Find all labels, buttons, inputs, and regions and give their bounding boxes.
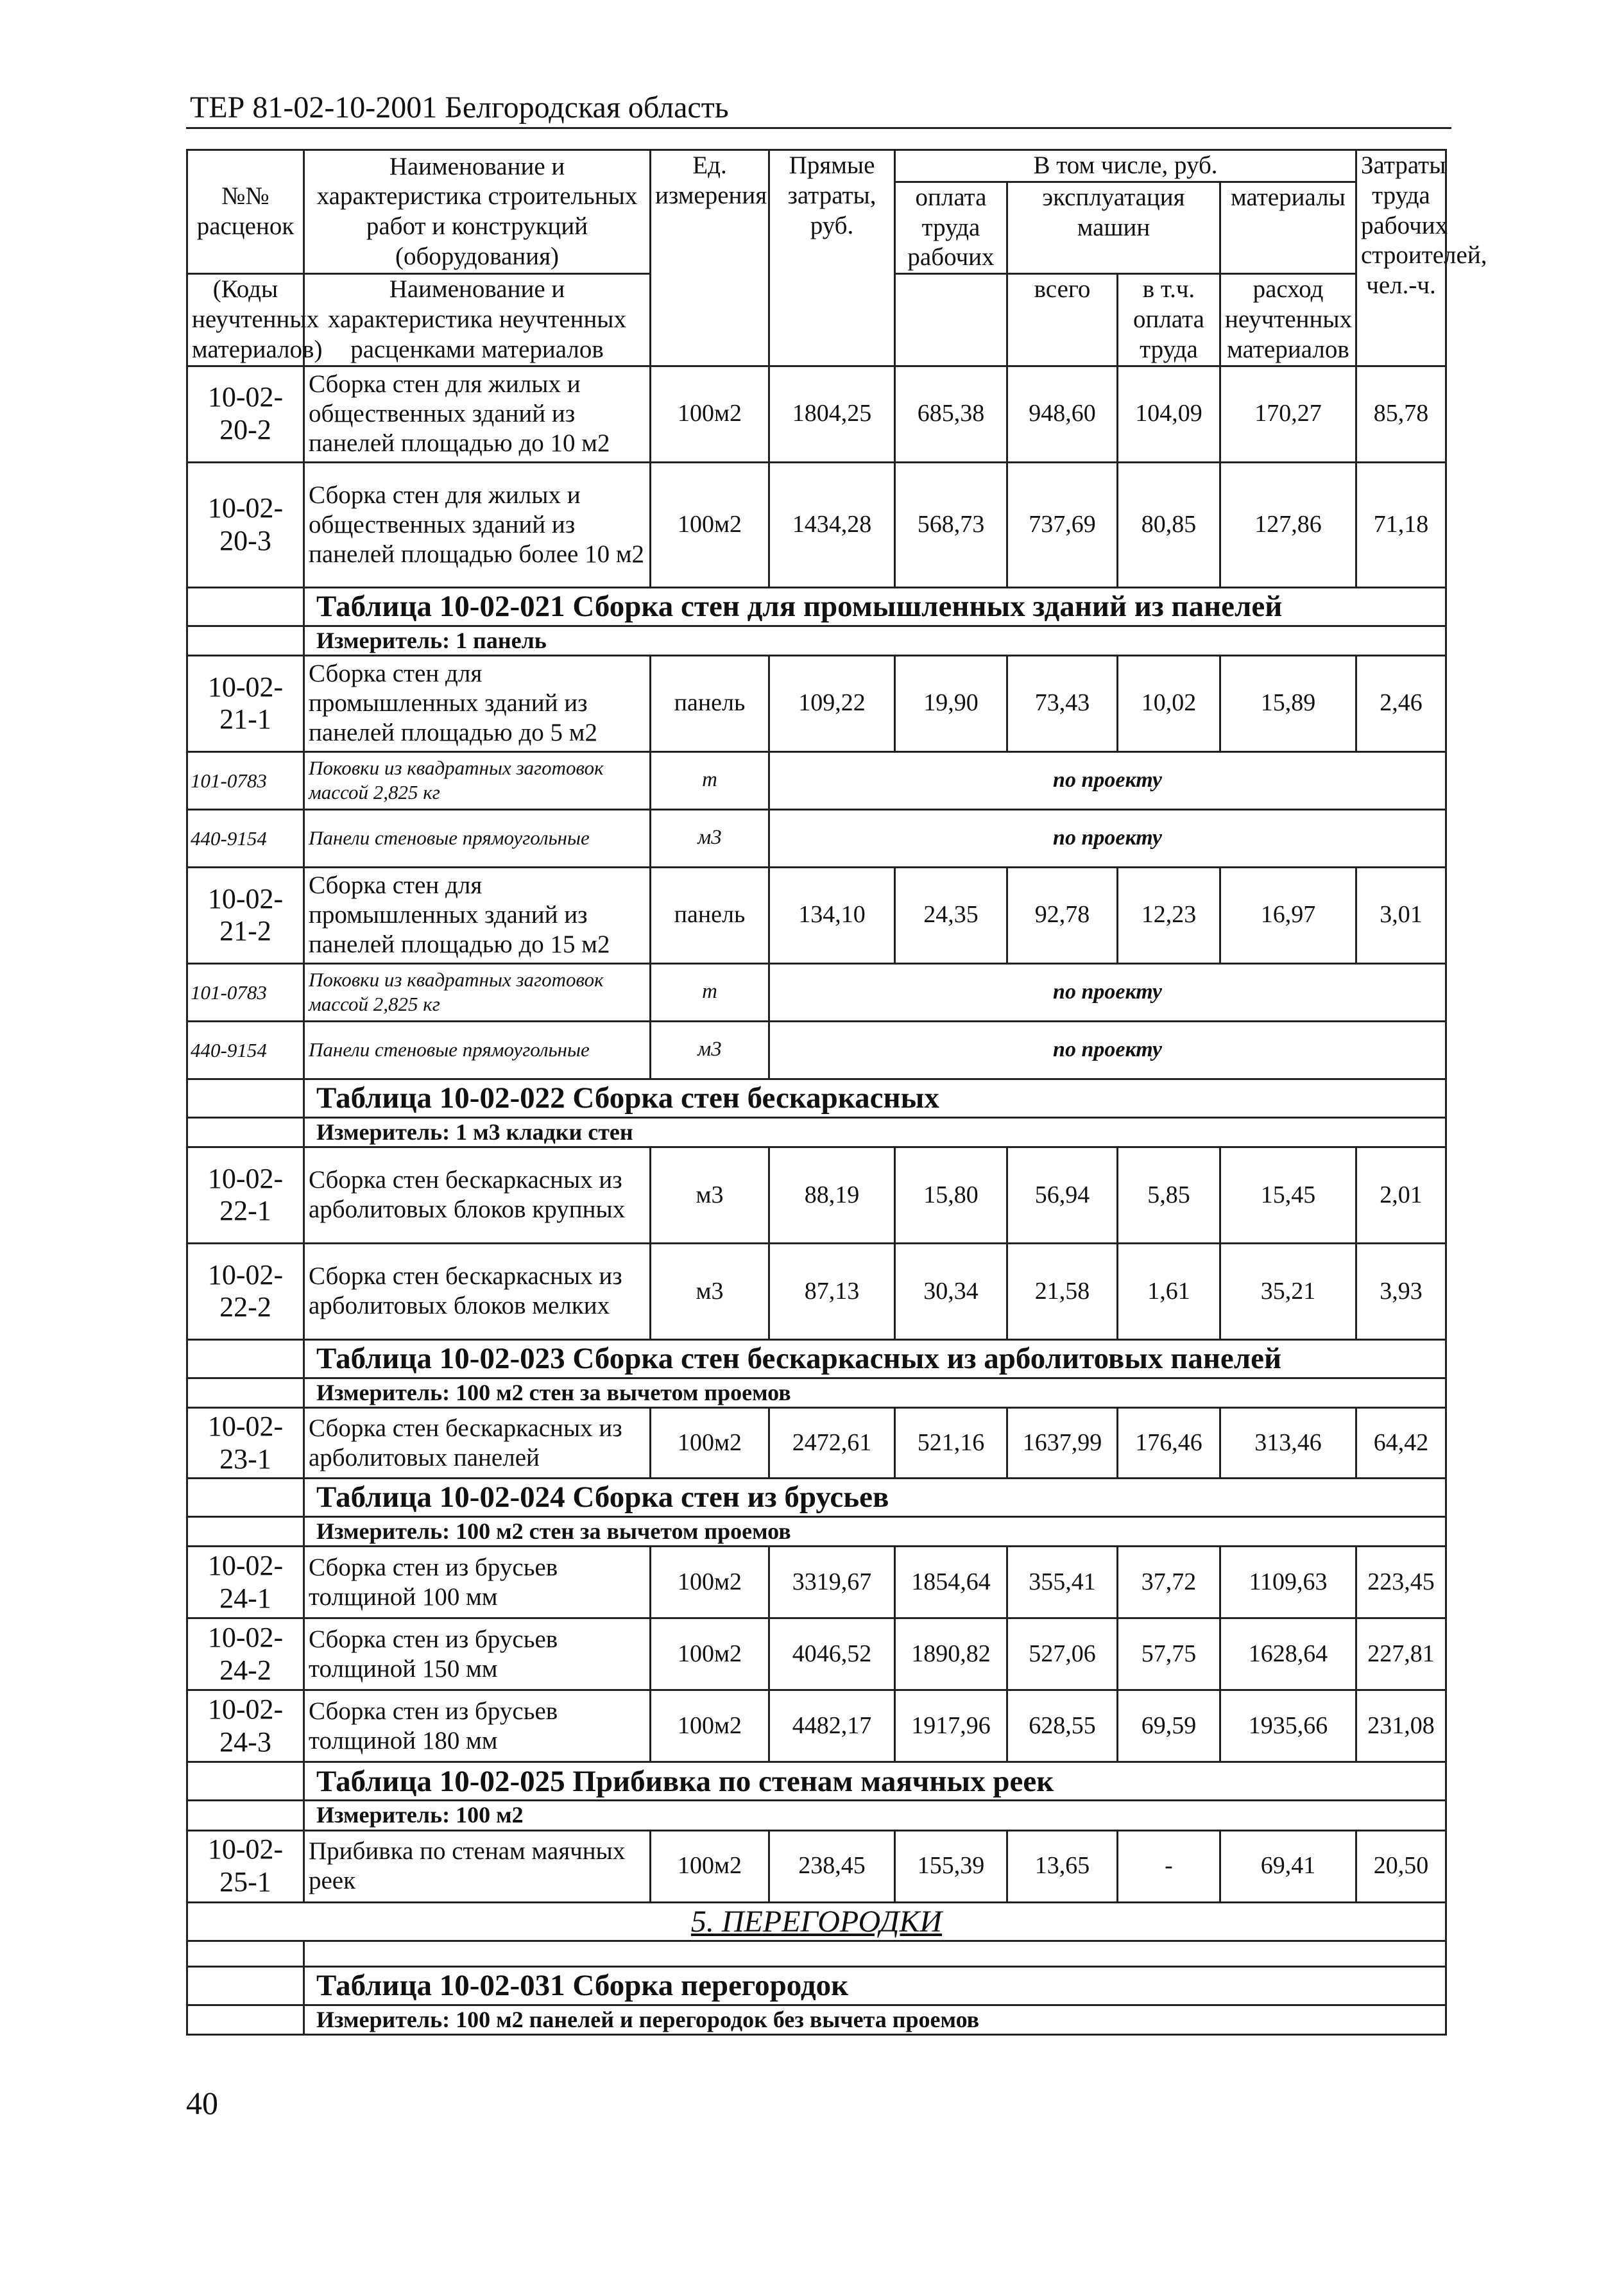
table-row [187, 1830, 1446, 1902]
rate-unit: панель [651, 867, 769, 963]
header-machines-total: всего [1007, 274, 1118, 366]
material-code: 101-0783 [187, 963, 304, 1021]
rate-machines: 56,94 [1007, 1147, 1118, 1243]
material-unit: м3 [651, 1021, 769, 1079]
blank-cell [187, 1941, 304, 1967]
header-unit: Ед. измерения [651, 150, 769, 366]
meter-022: Измеритель: 1 м3 кладки стен [304, 1117, 1446, 1147]
material-note: по проекту [769, 963, 1446, 1021]
rate-labor-pay: 24,35 [895, 867, 1007, 963]
rate-machines-pay: 57,75 [1118, 1618, 1220, 1690]
rate-machines: 1637,99 [1007, 1408, 1118, 1479]
rate-machines-pay: 176,46 [1118, 1408, 1220, 1479]
rate-labor-pay: 1917,96 [895, 1690, 1007, 1762]
header-labor-pay-blank [895, 274, 1007, 366]
blank-cell [187, 587, 304, 626]
rate-unit: 100м2 [651, 1618, 769, 1690]
blank-cell [187, 1117, 304, 1147]
rate-machines-pay: 104,09 [1118, 366, 1220, 462]
rate-code: 10-02-25-1 [187, 1830, 304, 1902]
rate-code: 10-02-24-3 [187, 1690, 304, 1762]
rate-materials: 69,41 [1220, 1830, 1356, 1902]
material-row [187, 963, 1446, 1021]
rate-machines: 73,43 [1007, 655, 1118, 751]
rate-labor-pay: 1854,64 [895, 1547, 1007, 1618]
material-row [187, 1021, 1446, 1079]
material-unit: т [651, 751, 769, 809]
rate-machines-pay: 1,61 [1118, 1243, 1220, 1339]
table-title-025: Таблица 10-02-025 Прибивка по стенам маячных реек [304, 1762, 1446, 1801]
rate-labor-pay: 568,73 [895, 462, 1007, 587]
rate-direct: 4046,52 [769, 1618, 895, 1690]
table-row [187, 1690, 1446, 1762]
header-materials: материалы [1220, 182, 1356, 273]
rate-labor-pay: 685,38 [895, 366, 1007, 462]
rate-unit: м3 [651, 1147, 769, 1243]
table-row [187, 462, 1446, 587]
rate-machines-pay: 69,59 [1118, 1690, 1220, 1762]
rate-name: Прибивка по стенам маячных реек [304, 1830, 651, 1902]
meter-023: Измеритель: 100 м2 стен за вычетом проемов [304, 1378, 1446, 1407]
blank-cell [304, 1941, 1446, 1967]
rate-direct: 109,22 [769, 655, 895, 751]
rate-name: Сборка стен бескаркасных из арболитовых блоков мелких [304, 1243, 651, 1339]
rate-name: Сборка стен бескаркасных из арболитовых блоков крупных [304, 1147, 651, 1243]
rate-materials: 1935,66 [1220, 1690, 1356, 1762]
material-code: 101-0783 [187, 751, 304, 809]
rate-unit: 100м2 [651, 1830, 769, 1902]
rate-labor: 3,93 [1356, 1243, 1446, 1339]
table-title-022: Таблица 10-02-022 Сборка стен бескаркасных [304, 1079, 1446, 1117]
rate-labor: 2,46 [1356, 655, 1446, 751]
rate-machines-pay: - [1118, 1830, 1220, 1902]
material-name: Поковки из квадратных заготовок массой 2,825 кг [304, 963, 651, 1021]
rate-labor: 20,50 [1356, 1830, 1446, 1902]
rate-direct: 87,13 [769, 1243, 895, 1339]
rate-machines-pay: 10,02 [1118, 655, 1220, 751]
rate-materials: 313,46 [1220, 1408, 1356, 1479]
rate-name: Сборка стен для промышленных зданий из панелей площадью до 5 м2 [304, 655, 651, 751]
table-title-023: Таблица 10-02-023 Сборка стен бескаркасных из арболитовых панелей [304, 1339, 1446, 1378]
table-row [187, 867, 1446, 963]
rate-labor: 64,42 [1356, 1408, 1446, 1479]
material-unit: т [651, 963, 769, 1021]
header-machines-pay: в т.ч. оплата труда [1118, 274, 1220, 366]
rate-labor: 3,01 [1356, 867, 1446, 963]
blank-cell [187, 2005, 304, 2034]
rate-machines: 13,65 [1007, 1830, 1118, 1902]
rate-unit: 100м2 [651, 1547, 769, 1618]
rate-labor: 85,78 [1356, 366, 1446, 462]
table-row [187, 1243, 1446, 1339]
rate-labor: 2,01 [1356, 1147, 1446, 1243]
rate-labor-pay: 19,90 [895, 655, 1007, 751]
rate-materials: 35,21 [1220, 1243, 1356, 1339]
header-codes: №№ расценок [187, 150, 304, 274]
rate-machines: 92,78 [1007, 867, 1118, 963]
header-labor-pay: оплата труда рабочих [895, 182, 1007, 273]
header-work-name: Наименование и характеристика строительных работ и конструкций (оборудования) [304, 150, 651, 274]
rate-materials: 15,89 [1220, 655, 1356, 751]
rate-machines-pay: 37,72 [1118, 1547, 1220, 1618]
rate-code: 10-02-24-1 [187, 1547, 304, 1618]
rate-materials: 16,97 [1220, 867, 1356, 963]
meter-021: Измеритель: 1 панель [304, 626, 1446, 655]
rate-unit: 100м2 [651, 462, 769, 587]
rate-machines-pay: 80,85 [1118, 462, 1220, 587]
table-row [187, 1618, 1446, 1690]
table-row [187, 655, 1446, 751]
rate-direct: 88,19 [769, 1147, 895, 1243]
rates-table [186, 149, 1487, 2036]
rate-labor: 71,18 [1356, 462, 1446, 587]
rate-labor: 227,81 [1356, 1618, 1446, 1690]
rate-direct: 134,10 [769, 867, 895, 963]
rate-code: 10-02-20-3 [187, 462, 304, 587]
rate-code: 10-02-22-1 [187, 1147, 304, 1243]
rate-machines: 21,58 [1007, 1243, 1118, 1339]
rate-code: 10-02-24-2 [187, 1618, 304, 1690]
rate-materials: 1628,64 [1220, 1618, 1356, 1690]
rate-machines: 737,69 [1007, 462, 1118, 587]
rate-materials: 15,45 [1220, 1147, 1356, 1243]
rate-materials: 127,86 [1220, 462, 1356, 587]
rate-labor-pay: 521,16 [895, 1408, 1007, 1479]
rate-direct: 238,45 [769, 1830, 895, 1902]
blank-cell [187, 1079, 304, 1117]
meter-024: Измеритель: 100 м2 стен за вычетом проемов [304, 1517, 1446, 1547]
rate-direct: 1434,28 [769, 462, 895, 587]
header-machines: эксплуатация машин [1007, 182, 1220, 273]
rate-name: Сборка стен из брусьев толщиной 100 мм [304, 1547, 651, 1618]
header-materials-consumption: расход неучтенных материалов [1220, 274, 1356, 366]
meter-025: Измеритель: 100 м2 [304, 1801, 1446, 1830]
header-material-codes: (Коды неучтенных материалов) [187, 274, 304, 366]
material-name: Панели стеновые прямоугольные [304, 809, 651, 867]
blank-cell [187, 1378, 304, 1407]
blank-cell [187, 626, 304, 655]
rate-code: 10-02-23-1 [187, 1408, 304, 1479]
rate-unit: 100м2 [651, 1690, 769, 1762]
rate-materials: 170,27 [1220, 366, 1356, 462]
rate-unit: 100м2 [651, 1408, 769, 1479]
rate-direct: 1804,25 [769, 366, 895, 462]
material-code: 440-9154 [187, 809, 304, 867]
rate-name: Сборка стен для жилых и общественных зданий из панелей площадью более 10 м2 [304, 462, 651, 587]
rate-code: 10-02-20-2 [187, 366, 304, 462]
rate-code: 10-02-21-2 [187, 867, 304, 963]
rate-labor-pay: 1890,82 [895, 1618, 1007, 1690]
rate-name: Сборка стен из брусьев толщиной 180 мм [304, 1690, 651, 1762]
header-rule [186, 127, 1451, 129]
rate-machines: 948,60 [1007, 366, 1118, 462]
rate-name: Сборка стен из брусьев толщиной 150 мм [304, 1618, 651, 1690]
header-material-name: Наименование и характеристика неучтенных расценками материалов [304, 274, 651, 366]
rate-code: 10-02-21-1 [187, 655, 304, 751]
rate-machines: 355,41 [1007, 1547, 1118, 1618]
rate-name: Сборка стен бескаркасных из арболитовых панелей [304, 1408, 651, 1479]
material-row [187, 751, 1446, 809]
rate-code: 10-02-22-2 [187, 1243, 304, 1339]
rate-machines: 628,55 [1007, 1690, 1118, 1762]
table-row [187, 1147, 1446, 1243]
material-note: по проекту [769, 1021, 1446, 1079]
material-name: Поковки из квадратных заготовок массой 2,825 кг [304, 751, 651, 809]
material-code: 440-9154 [187, 1021, 304, 1079]
rate-direct: 4482,17 [769, 1690, 895, 1762]
rate-labor: 223,45 [1356, 1547, 1446, 1618]
table-row [187, 1547, 1446, 1618]
rate-labor-pay: 30,34 [895, 1243, 1007, 1339]
blank-cell [187, 1339, 304, 1378]
material-row [187, 809, 1446, 867]
rate-labor-pay: 15,80 [895, 1147, 1007, 1243]
material-note: по проекту [769, 809, 1446, 867]
rate-direct: 3319,67 [769, 1547, 895, 1618]
blank-cell [187, 1762, 304, 1801]
page-header: ТЕР 81-02-10-2001 Белгородская область [190, 90, 729, 124]
material-note: по проекту [769, 751, 1446, 809]
table-title-024: Таблица 10-02-024 Сборка стен из брусьев [304, 1479, 1446, 1517]
table-title-021: Таблица 10-02-021 Сборка стен для промышленных зданий из панелей [304, 587, 1446, 626]
section-title: 5. ПЕРЕГОРОДКИ [187, 1902, 1446, 1941]
material-name: Панели стеновые прямоугольные [304, 1021, 651, 1079]
rate-labor: 231,08 [1356, 1690, 1446, 1762]
rate-unit: м3 [651, 1243, 769, 1339]
rate-direct: 2472,61 [769, 1408, 895, 1479]
blank-cell [187, 1517, 304, 1547]
table-title-031: Таблица 10-02-031 Сборка перегородок [304, 1967, 1446, 2005]
rate-name: Сборка стен для промышленных зданий из панелей площадью до 15 м2 [304, 867, 651, 963]
rate-labor-pay: 155,39 [895, 1830, 1007, 1902]
rate-unit: панель [651, 655, 769, 751]
header-direct-costs: Прямые затраты, руб. [769, 150, 895, 366]
material-unit: м3 [651, 809, 769, 867]
rate-materials: 1109,63 [1220, 1547, 1356, 1618]
header-labor-costs: Затраты труда рабочих строителей, чел.-ч. [1356, 150, 1446, 366]
table-row [187, 366, 1446, 462]
rate-machines-pay: 5,85 [1118, 1147, 1220, 1243]
blank-cell [187, 1479, 304, 1517]
blank-cell [187, 1967, 304, 2005]
rate-unit: 100м2 [651, 366, 769, 462]
meter-031: Измеритель: 100 м2 панелей и перегородок без вычета проемов [304, 2005, 1446, 2034]
blank-cell [187, 1801, 304, 1830]
rate-machines-pay: 12,23 [1118, 867, 1220, 963]
header-including: В том числе, руб. [895, 150, 1356, 182]
page-number: 40 [186, 2085, 218, 2121]
table-row [187, 1408, 1446, 1479]
rate-machines: 527,06 [1007, 1618, 1118, 1690]
rate-name: Сборка стен для жилых и общественных зданий из панелей площадью до 10 м2 [304, 366, 651, 462]
